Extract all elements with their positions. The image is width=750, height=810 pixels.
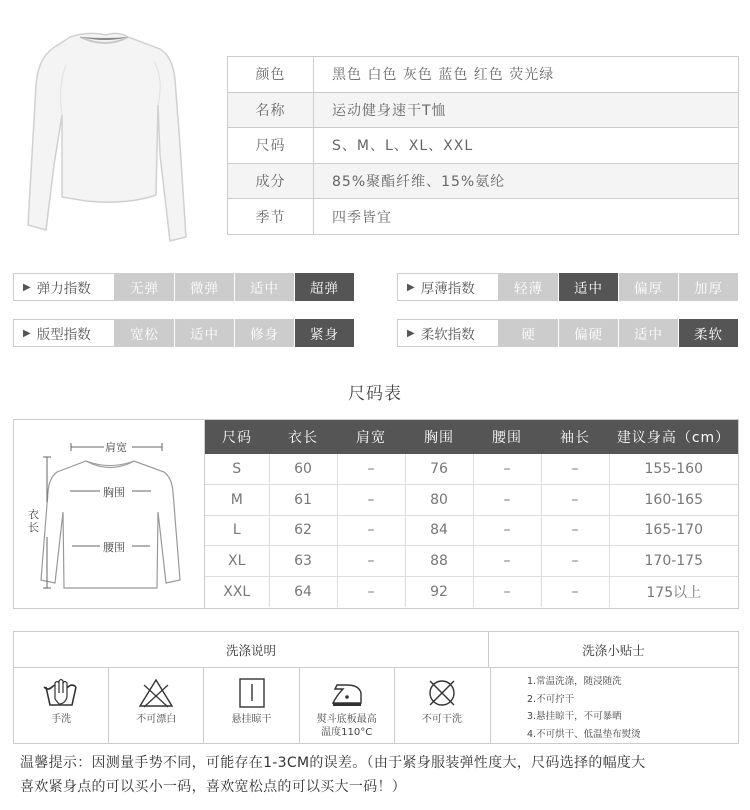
- tip-item: 3.悬挂晾干，不可暴晒: [527, 711, 622, 722]
- index-label-text: 厚薄指数: [420, 281, 475, 297]
- index-option: 硬: [499, 319, 559, 347]
- index-option-selected: 适中: [559, 273, 619, 301]
- measurement-diagram: [14, 420, 205, 608]
- index-label-text: 弹力指数: [36, 281, 91, 297]
- care-item-hand-wash: [14, 668, 109, 743]
- cell: –: [541, 454, 609, 485]
- cell: –: [473, 454, 541, 485]
- waist-label: 腰围: [103, 541, 125, 554]
- cell: –: [337, 485, 405, 516]
- cell: 84: [405, 515, 473, 546]
- cell: –: [337, 515, 405, 546]
- cell: M: [205, 485, 269, 516]
- index-option: 适中: [235, 273, 295, 301]
- index-option: 轻薄: [499, 273, 559, 301]
- care-item-iron: [300, 668, 395, 743]
- cell: 160-165: [609, 485, 738, 516]
- care-item-no-bleach: [109, 668, 204, 743]
- index-label-text: 柔软指数: [420, 327, 475, 343]
- cell: –: [541, 576, 609, 607]
- line-dry-icon: [232, 677, 272, 709]
- column-header: 胸围: [405, 420, 473, 454]
- info-value: 四季皆宜: [314, 199, 739, 235]
- cell: 76: [405, 454, 473, 485]
- info-key: 成分: [228, 163, 314, 199]
- cell: –: [541, 546, 609, 577]
- column-header: 建议身高（cm）: [609, 420, 738, 454]
- care-caption: 不可干洗: [421, 714, 462, 725]
- care-caption: 悬挂晾干: [231, 714, 272, 725]
- index-option: 适中: [175, 319, 235, 347]
- product-info-table: [227, 56, 739, 235]
- tip-item: 4.不可烘干、低温垫布熨烫: [527, 728, 641, 740]
- size-notice: [20, 751, 730, 799]
- index-option: 偏硬: [559, 319, 619, 347]
- info-row-season: [228, 199, 739, 235]
- cell: XXL: [205, 576, 269, 607]
- chest-label: 胸围: [103, 486, 125, 499]
- info-row-color: [228, 57, 739, 93]
- no-bleach-icon: [136, 677, 176, 709]
- tip-item: 2.不可拧干: [527, 693, 575, 705]
- info-row-size: [228, 128, 739, 164]
- elastic-index: [13, 273, 355, 301]
- table-row: [205, 454, 738, 485]
- notice-line: 温馨提示：因测量手势不同，可能存在1-3CM的误差。（由于紧身服装弹性度大，尺码选择的幅度大: [20, 755, 646, 771]
- info-key: 尺码: [228, 128, 314, 164]
- column-header: 衣长: [269, 420, 337, 454]
- triangle-right-icon: ▶: [23, 281, 31, 293]
- fit-index: [13, 319, 355, 347]
- cell: 165-170: [609, 515, 738, 546]
- column-header: 袖长: [541, 420, 609, 454]
- notice-line: 喜欢紧身点的可以买小一码，喜欢宽松点的可以买大一码！）: [20, 779, 407, 795]
- cell: 63: [269, 546, 337, 577]
- index-option: 修身: [235, 319, 295, 347]
- column-header: 肩宽: [337, 420, 405, 454]
- cell: –: [541, 515, 609, 546]
- index-option-selected: 超弹: [295, 273, 355, 301]
- index-option: 无弹: [115, 273, 175, 301]
- index-option: 适中: [619, 319, 679, 347]
- table-row: [205, 546, 738, 577]
- shoulder-label: 肩宽: [105, 441, 127, 454]
- column-header: 腰围: [473, 420, 541, 454]
- softness-index: [397, 319, 739, 347]
- index-option-selected: 紧身: [295, 319, 355, 347]
- triangle-right-icon: ▶: [407, 327, 415, 339]
- info-row-name: [228, 92, 739, 128]
- care-item-line-dry: [204, 668, 299, 743]
- cell: L: [205, 515, 269, 546]
- table-row: [205, 485, 738, 516]
- info-value: 黑色 白色 灰色 蓝色 红色 荧光绿: [314, 57, 739, 93]
- cell: S: [205, 454, 269, 485]
- care-caption: 熨斗底板最高 温度110°C: [316, 714, 377, 738]
- thickness-index: [397, 273, 739, 301]
- index-label: [397, 319, 499, 347]
- cell: 60: [269, 454, 337, 485]
- table-row: [205, 515, 738, 546]
- cell: 62: [269, 515, 337, 546]
- info-row-material: [228, 163, 739, 199]
- care-heading: 洗涤说明: [14, 632, 489, 668]
- no-tumble-dry-icon: [422, 677, 462, 709]
- cell: 64: [269, 576, 337, 607]
- index-label: [13, 319, 115, 347]
- cell: 175以上: [646, 584, 702, 601]
- hand-wash-icon: [41, 677, 81, 709]
- info-value: 运动健身速干T恤: [314, 92, 739, 128]
- size-table-header: [205, 420, 738, 454]
- info-key: 季节: [228, 199, 314, 235]
- tips-heading: 洗涤小贴士: [489, 632, 738, 668]
- index-label: [13, 273, 115, 301]
- tip-item: 1.常温洗涤，随浸随洗: [527, 676, 622, 687]
- size-table: [205, 420, 738, 607]
- product-photo: [18, 25, 203, 245]
- iron-icon: [327, 677, 367, 709]
- care-instructions: [13, 631, 739, 744]
- cell: 170-175: [609, 546, 738, 577]
- cell: 88: [405, 546, 473, 577]
- cell: –: [337, 546, 405, 577]
- cell: 61: [269, 485, 337, 516]
- care-item-no-dry: [395, 668, 489, 743]
- info-value: 85%聚酯纤维、15%氨纶: [314, 163, 739, 199]
- cell: –: [473, 546, 541, 577]
- care-tips: [490, 668, 738, 743]
- care-caption: 不可漂白: [136, 714, 177, 725]
- cell: –: [337, 576, 405, 607]
- index-label: [397, 273, 499, 301]
- length-label: 衣长: [28, 508, 39, 534]
- cell: –: [337, 454, 405, 485]
- index-option: 加厚: [679, 273, 739, 301]
- size-chart: [13, 419, 739, 609]
- care-caption: 手洗: [51, 714, 72, 725]
- index-option-selected: 柔软: [679, 319, 739, 347]
- info-key: 颜色: [228, 57, 314, 93]
- cell: –: [473, 485, 541, 516]
- index-option: 偏厚: [619, 273, 679, 301]
- index-label-text: 版型指数: [36, 327, 91, 343]
- index-option: 宽松: [115, 319, 175, 347]
- info-key: 名称: [228, 92, 314, 128]
- cell: –: [473, 515, 541, 546]
- care-icon-row: [14, 668, 489, 743]
- triangle-right-icon: ▶: [23, 327, 31, 339]
- column-header: 尺码: [205, 420, 269, 454]
- info-value: S、M、L、XL、XXL: [314, 128, 739, 164]
- index-option: 微弹: [175, 273, 235, 301]
- cell: 155-160: [609, 454, 738, 485]
- size-chart-title: 尺码表: [348, 384, 402, 404]
- cell: 92: [405, 576, 473, 607]
- cell: –: [473, 576, 541, 607]
- cell: 80: [405, 485, 473, 516]
- table-row: [205, 576, 738, 607]
- cell: –: [541, 485, 609, 516]
- cell: XL: [205, 546, 269, 577]
- triangle-right-icon: ▶: [407, 281, 415, 293]
